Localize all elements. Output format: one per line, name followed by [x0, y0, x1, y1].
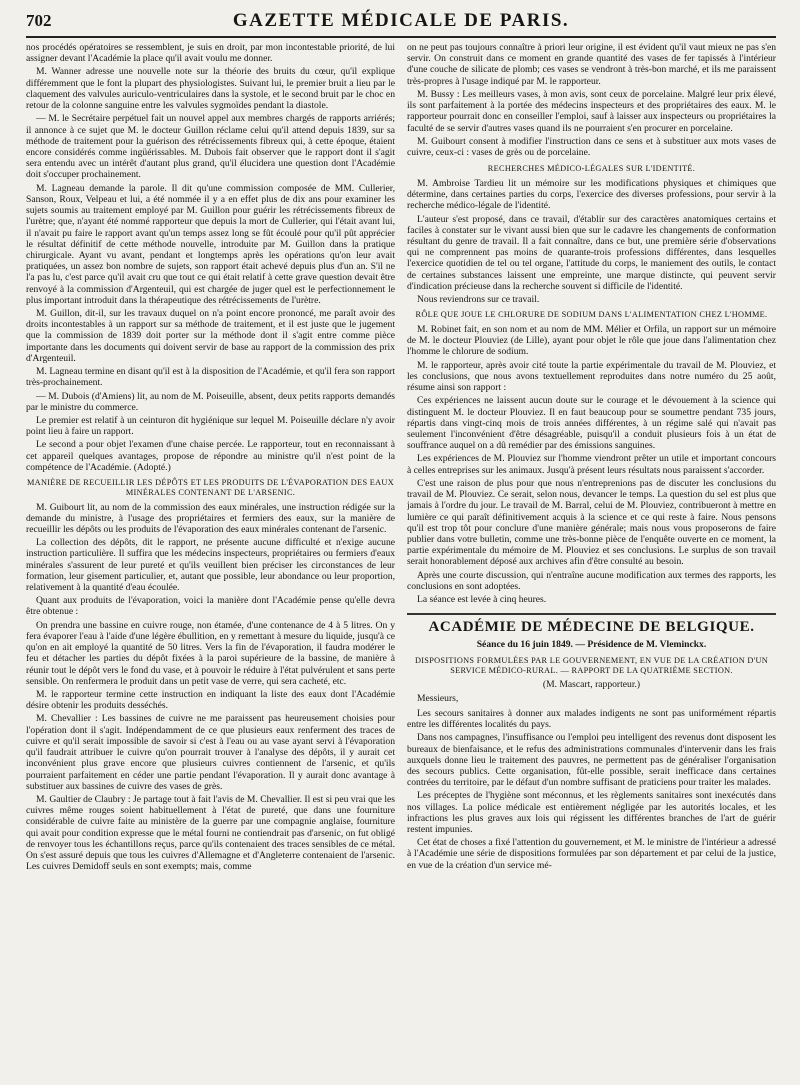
paragraph: Les expériences de M. Plouviez sur l'homme viendront prêter un utile et important concours à celles entreprises sur les animaux. Jusqu'à présent leurs résultats nous paraissent s'accorder. — [407, 453, 776, 476]
paragraph: M. Guibourt consent à modifier l'instruction dans ce sens et à substituer aux mots vases de cuivre, ceux-ci : vases de grès ou de porcelaine. — [407, 135, 776, 158]
salutation: Messieurs, — [417, 692, 459, 704]
paragraph: M. Guibourt lit, au nom de la commission des eaux minérales, une instruction rédigée sur la demande du ministre, à l'usage des propriétaires et fermiers des eaux, sur la manière de recueillir les dépôts ou les produits de l'évaporation des eaux minérales contenant de l'arsenic. — [26, 501, 395, 535]
journal-title: GAZETTE MÉDICALE DE PARIS. — [232, 10, 570, 31]
paragraph: Le second a pour objet l'examen d'une chaise percée. Le rapporteur, tout en reconnaissant à cet appareil quelques avantages, propose de répondre au ministre qu'il n'est point de la compétence de l'Académie. (Adopté.) — [26, 439, 395, 473]
paragraph: on ne peut pas toujours connaître à priori leur origine, il est évident qu'il vaut mieux ne pas s'en servir. On construit dans ce moment en grande quantité des vases de fer tapissés à l'intérieur d'une couche de silicate de plomb; ces vases se vendront à très-bon marché, et ils me paraissent très-propres à l'usage indiqué par M. le rapporteur. — [407, 42, 776, 87]
paragraph: Quant aux produits de l'évaporation, voici la manière dont l'Académie pense qu'elle devra être obtenue : — [26, 595, 395, 618]
paragraph: Dans nos campagnes, l'insuffisance ou l'emploi peu intelligent des revenus dont disposent les bureaux de bienfaisance, et le refus des administrations communales d'intervenir dans les frais auxquels donne lieu le traitement des pauvres, ne permettent pas de généraliser l'organisation des secours publics. Cette organisation, fût-elle possible, serait inefficace dans certaines contrées du territoire, par le défaut d'un nombre suffisant de praticiens pour traiter les malades. — [407, 732, 776, 789]
paragraph: La séance est levée à cinq heures. — [417, 594, 547, 606]
section-heading: RÔLE QUE JOUE LE CHLORURE DE SODIUM DANS L'ALIMENTATION CHEZ L'HOMME. — [415, 310, 768, 320]
paragraph: M. Bussy : Les meilleurs vases, à mon avis, sont ceux de porcelaine. Malgré leur prix élevé, ils sont parfaitement à la portée des médecins inspecteurs et des propriétaires des eaux. M. le rapporteur pourrait donc en conseiller l'emploi, sauf à laisser aux inspecteurs ou propriétaires la faculté de se servir d'autres vases quand ils ne pourraient s'en procurer en porcelaine. — [407, 88, 776, 134]
right-column — [407, 42, 776, 1082]
paragraph: M. Wanner adresse une nouvelle note sur la théorie des bruits du cœur, qu'il explique différemment que le font la plupart des physiologistes. Suivant lui, le premier bruit a lieu par le claquement des valvules auriculo-ventriculaires dans la systole, et le second bruit par le choc en retour de la colonne sanguine entre les valvules sygmoïdes pendant la diastole. — [26, 66, 395, 112]
paragraph: M. Lagneau demande la parole. Il dit qu'une commission composée de MM. Cullerier, Sanson, Roux, Velpeau et lui, a été nommée il y a en effet plus de dix ans pour examiner les sujets soumis au traitement employé par M. Guillon pour guérir les rétrécissements fibreux de l'urètre; que, n'ayant été nommé rapporteur que depuis la mort de Cullerier, qui l'était avant lui, il n'avait pu faire le rapport avant qu'un temps assez long se fût écoulé pour qu'il pût apprécier le résultat définitif de cette méthode nouvelle, introduite par M. Guillon dans la pratique chirurgicale. Ayant vu avant, pendant et longtemps après les opérations qu'on leur avait pratiquées, un assez bon nombre de sujets, son rapport était achevé depuis plus d'un an. S'il ne l'a pas lu, c'est parce qu'il avait cru que tout ce qui était relatif à cette grave question devait être renvoyé à la commission d'Argenteuil, qui est chargée de juger quel est le perfectionnement le plus important introduit dans la thérapeutique des rétrécissements de l'urètre. — [26, 182, 395, 306]
paragraph: Après une courte discussion, qui n'entraîne aucune modification aux termes des rapports, les conclusions en sont adoptées. — [407, 569, 776, 592]
paragraph: Cet état de choses a fixé l'attention du gouvernement, et M. le ministre de l'intérieur a adressé à l'Académie une série de dispositions formulées par son département et par celui de la justice, en vue de la création d'un service mé- — [407, 837, 776, 871]
text-columns — [26, 42, 776, 1082]
paragraph: M. Gaultier de Claubry : Je partage tout à fait l'avis de M. Chevallier. Il est si peu vrai que les cuivres même rouges soient habituellement à l'état de pureté, que dans une fourniture considérable de cuivre faite au ministère de la guerre par une compagnie anglaise, fourniture qui avait pour condition expresse que le métal fourni ne contiendrait pas d'arsenic, on fut obligé de renvoyer tous les échantillons reçus, parce qu'ils contenaient des traces sensibles de ce métal. On s'est assuré depuis que tous les cuivres d'Allemagne et d'Angleterre contenaient de l'arsenic. Les cuivres Demidoff seuls en sont exempts; mais, comme — [26, 793, 395, 873]
paragraph: M. Robinet fait, en son nom et au nom de MM. Mélier et Orfila, un rapport sur un mémoire de M. le docteur Plouviez (de Lille), ayant pour objet le rôle que joue dans l'alimentation chez l'homme le chlorure de sodium. — [407, 324, 776, 358]
paragraph: On prendra une bassine en cuivre rouge, non étamée, d'une contenance de 4 à 5 litres. On y fera évaporer l'eau à l'aide d'une légère ébullition, en y remettant à mesure du liquide, jusqu'à ce qu'on en ait employé la quantité de 50 litres. Vers la fin de l'évaporation, il faudra modérer le feu et détacher les parties du dépôt fixées à la paroi supérieure de la bassine, de manière à réunir tout le dépôt vers le fond du vase, et à pouvoir le réduire à l'état pulvérulent et sans perte sensible. On renfermera le produit dans un petit vase de verre, qui sera cacheté, etc. — [26, 619, 395, 687]
paragraph: Les secours sanitaires à donner aux malades indigents ne sont pas uniformément répartis entre les différentes localités du pays. — [407, 707, 776, 731]
left-column — [26, 42, 395, 1082]
section-heading: MANIÈRE DE RECUEILLIR LES DÉPÔTS ET LES PRODUITS DE L'ÉVAPORATION DES EAUX MINÉRALES CONTENANT DE L'ARSENIC. — [26, 478, 394, 497]
paragraph: La collection des dépôts, dit le rapport, ne présente aucune difficulté et n'exige aucune instruction particulière. Il suffira que les médecins inspecteurs, propriétaires ou fermiers d'eaux minérales s'assurent de leur pureté et qu'ils veuillent bien préciser les circonstances de leur formation, leur gisement particulier, et, autant que possible, leur abondance ou leur proportion, relativement à la quantité d'eau écoulée. — [26, 537, 395, 594]
section-heading: RECHERCHES MÉDICO-LÉGALES SUR L'IDENTITÉ. — [487, 164, 696, 174]
paragraph: Le premier est relatif à un ceinturon dit hygiénique sur lequel M. Poiseuille déclare n'y avoir point lieu à faire un rapport. — [26, 415, 395, 438]
paragraph: nos procédés opératoires se ressemblent, je suis en droit, par mon incontestable priorité, de lui assigner devant l'Académie la place qu'il avait voulu me donner. — [26, 42, 395, 65]
paragraph: M. Ambroise Tardieu lit un mémoire sur les modifications physiques et chimiques que détermine, dans certaines parties du corps, l'exercice des diverses professions, pour servir à la recherche médico-légale de l'identité. — [407, 177, 776, 212]
paragraph: Ces expériences ne laissent aucun doute sur le courage et le dévouement à la science qui distinguent M. le docteur Plouviez. Il en faut beaucoup pour se soumettre pendant 735 jours, répartis dans vingt-cinq mois de trois années différentes, à un régime salé qui n'avait pas seulement l'inconvénient d'être désagréable, puisqu'il a conduit plusieurs fois à un état de souffrance auquel on a dû remédier par des émissions sanguines. — [407, 395, 776, 452]
paragraph: — M. Dubois (d'Amiens) lit, au nom de M. Poiseuille, absent, deux petits rapports demandés par le ministre du commerce. — [26, 390, 395, 413]
paragraph: M. Lagneau termine en disant qu'il est à la disposition de l'Académie, et qu'il fera son rapport très-prochainement. — [26, 366, 395, 389]
rapporteur-line: (M. Mascart, rapporteur.) — [542, 679, 641, 691]
page-number: 702 — [26, 11, 52, 30]
section-divider — [407, 613, 776, 615]
paragraph: M. Chevallier : Les bassines de cuivre ne me paraissent pas heureusement choisies pour l'opération dont il s'agit. Indépendamment de ce que plusieurs eaux renferment des traces de cuivre et qu'il serait impossible de savoir si c'est à l'eau ou au vase ayant servi à l'évaporation qu'il faudrait attribuer le cuivre qu'on pourrait trouver à l'analyse des dépôts, il y aurait cet inconvénient plus grave encore que plusieurs cuivres contiennent de l'arsenic, et qu'ils pourraient parfaitement en céder une partie pendant l'évaporation. Il y aurait donc avantage à substituer aux bassines de cuivre des vases de grès. — [26, 713, 395, 792]
session-heading: Séance du 16 juin 1849. — Présidence de M. Vleminckx. — [476, 638, 707, 650]
page-header — [26, 10, 776, 38]
paragraph: Nous reviendrons sur ce travail. — [417, 294, 540, 306]
paragraph: M. le rapporteur termine cette instruction en indiquant la liste des eaux dont l'Académie désire obtenir les produits desséchés. — [26, 689, 395, 712]
section-heading: DISPOSITIONS FORMULÉES PAR LE GOUVERNEMENT, EN VUE DE LA CRÉATION D'UN SERVICE MÉDICO-RURAL. — RAPPORT DE LA QUATRIÈME SECTION. — [414, 656, 769, 675]
paragraph: — M. le Secrétaire perpétuel fait un nouvel appel aux membres chargés de rapports arriérés; il annonce à ce sujet que M. le docteur Guillon réclame celui qu'il attend depuis 1839, sur sa méthode de traitement pour la guérison des rétrécissements fibreux qui, à cette époque, étaient encore considérés comme ingüérissables. M. Dubois fait observer que le rapport dont il s'agit sera entendu avec un intérêt d'autant plus grand, qu'il élucidera une question dont l'Académie doit s'occuper prochainement. — [26, 113, 395, 181]
paragraph: Les préceptes de l'hygiène sont méconnus, et les règlements sanitaires sont inexécutés dans nos villages. La police médicale est entièrement négligée par les autorités locales, et les infractions les plus graves aux lois qui régissent les différentes branches de l'art de guérir restent impunies. — [407, 790, 776, 836]
paragraph: M. Guillon, dit-il, sur les travaux duquel on n'a point encore prononcé, me paraît avoir des droits incontestables à un rapport sur sa méthode de traitement, et il est juste que le jugement que la commission de 1839 doit porter sur la méthode dont il s'agit entre comme pièce importante dans les documents qui doivent servir de base au rapport de la commission des prix d'Argenteuil. — [26, 308, 395, 364]
paragraph: C'est une raison de plus pour que nous n'entreprenions pas de discuter les conclusions du travail de M. Plouviez. Ce serait, selon nous, devancer le temps. La question du sel est plus que jamais à l'ordre du jour. Le travail de M. Barral, celui de M. Plouviez, contribueront à mettre en lumière ce qui paraît définitivement acquis à la science et ce qui reste à faire. Nous pensons qu'il est trop tôt pour conclure d'une manière générale; mais nous vous proposerons de faire publier dans votre bulletin, comme une très-bonne pièce de l'enquête ouverte en ce moment, la partie expérimentale du mémoire de M. Plouviez et ses conclusions. Le surplus de son travail serait honorablement déposé aux archives afin d'être consulté au besoin. — [407, 477, 776, 568]
paragraph: L'auteur s'est proposé, dans ce travail, d'établir sur des caractères anatomiques certains et faciles à constater sur le vivant aussi bien que sur le cadavre les changements de conformation résultant du genre de travail. Il a fait connaître, dans ce but, une première série d'observations qui ne comprennent pas moins de quarante-trois professions différentes, dans lesquelles l'exercice quotidien de tel ou tel organe, l'attitude du corps, le maniement des outils, le contact de certaines substances laissent une empreinte, une marque distincte, qui peuvent servir d'indication précieuse dans la recherche souvent si difficile de l'identité. — [407, 213, 776, 292]
academy-heading: ACADÉMIE DE MÉDECINE DE BELGIQUE. — [428, 619, 755, 636]
paragraph: M. le rapporteur, après avoir cité toute la partie expérimentale du travail de M. Plouviez, et les conclusions, que nous avons textuellement reproduites dans notre numéro du 25 août, résume ainsi son rapport : — [407, 359, 776, 394]
